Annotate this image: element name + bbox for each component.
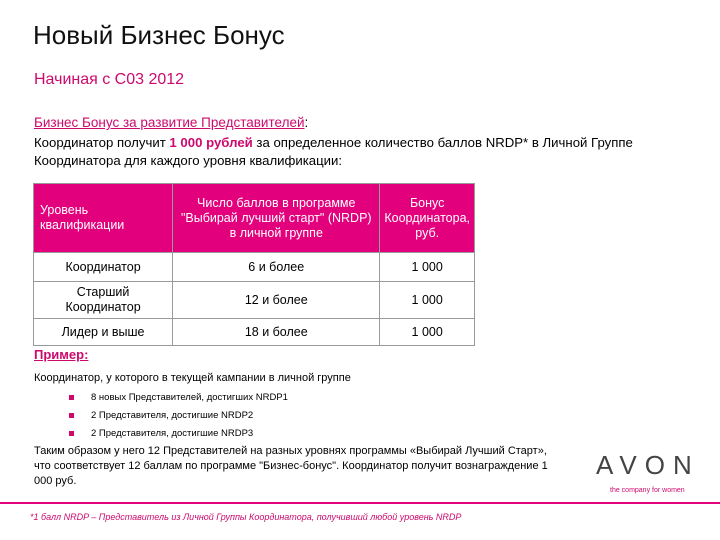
cell-level: Лидер и выше (34, 319, 173, 346)
example-bullet-list (69, 389, 288, 443)
qualification-table (33, 183, 475, 346)
bullet-text: 2 Представителя, достигшие NRDP2 (91, 410, 254, 421)
example-intro: Координатор, у которого в текущей кампании в личной группе (34, 372, 351, 384)
list-item (69, 389, 288, 407)
cell-points: 12 и более (173, 282, 380, 319)
header-nrdp-points: Число баллов в программе "Выбирай лучший старт" (NRDP) в личной группе (173, 184, 380, 253)
list-item (69, 425, 288, 443)
list-item (69, 407, 288, 425)
square-bullet-icon (69, 431, 74, 436)
square-bullet-icon (69, 395, 74, 400)
header-coordinator-bonus: Бонус Координатора, руб. (380, 184, 475, 253)
header-qualification-level: Уровень квалификации (34, 184, 173, 253)
example-heading: Пример: (34, 347, 89, 362)
cell-level: Старший Координатор (34, 282, 173, 319)
bullet-text: 2 Представителя, достигшие NRDP3 (91, 428, 254, 439)
avon-logo: AVON (596, 450, 700, 480)
intro-text-before: Координатор получит (34, 135, 170, 150)
cell-level: Координатор (34, 253, 173, 282)
square-bullet-icon (69, 413, 74, 418)
intro-paragraph (34, 134, 694, 170)
table-row (34, 319, 475, 346)
table-header-row (34, 184, 475, 253)
section-heading-link[interactable]: Бизнес Бонус за развитие Представителей (34, 115, 305, 130)
cell-points: 18 и более (173, 319, 380, 346)
intro-text-after: за определенное количество баллов NRDP* в Личной Группе Координатора для каждого уровня квалификации: (34, 135, 633, 168)
brand-tagline: the company for women (610, 487, 685, 494)
page-subtitle: Начиная с С03 2012 (34, 71, 185, 88)
table-row (34, 282, 475, 319)
example-conclusion: Таким образом у него 12 Представителей на разных уровнях программы «Выбирай Лучший Старт», что соответствует 12 баллам по программе "Бизнес-бонус". Координатор получит вознаграждение 1 000 руб. (34, 445, 548, 487)
cell-bonus: 1 000 (380, 319, 475, 346)
bullet-text: 8 новых Представителей, достигших NRDP1 (91, 392, 288, 403)
brand-block (596, 450, 706, 494)
bonus-amount-highlight: 1 000 рублей (169, 135, 253, 150)
section-heading-suffix: : (304, 115, 309, 130)
section-heading (34, 115, 308, 130)
footer-divider (0, 502, 720, 504)
footnote: *1 балл NRDP – Представитель из Личной Группы Координатора, получивший любой уровень NRDP (30, 512, 462, 522)
cell-bonus: 1 000 (380, 282, 475, 319)
table-row (34, 253, 475, 282)
page-title: Новый Бизнес Бонус (33, 20, 285, 50)
cell-bonus: 1 000 (380, 253, 475, 282)
cell-points: 6 и более (173, 253, 380, 282)
